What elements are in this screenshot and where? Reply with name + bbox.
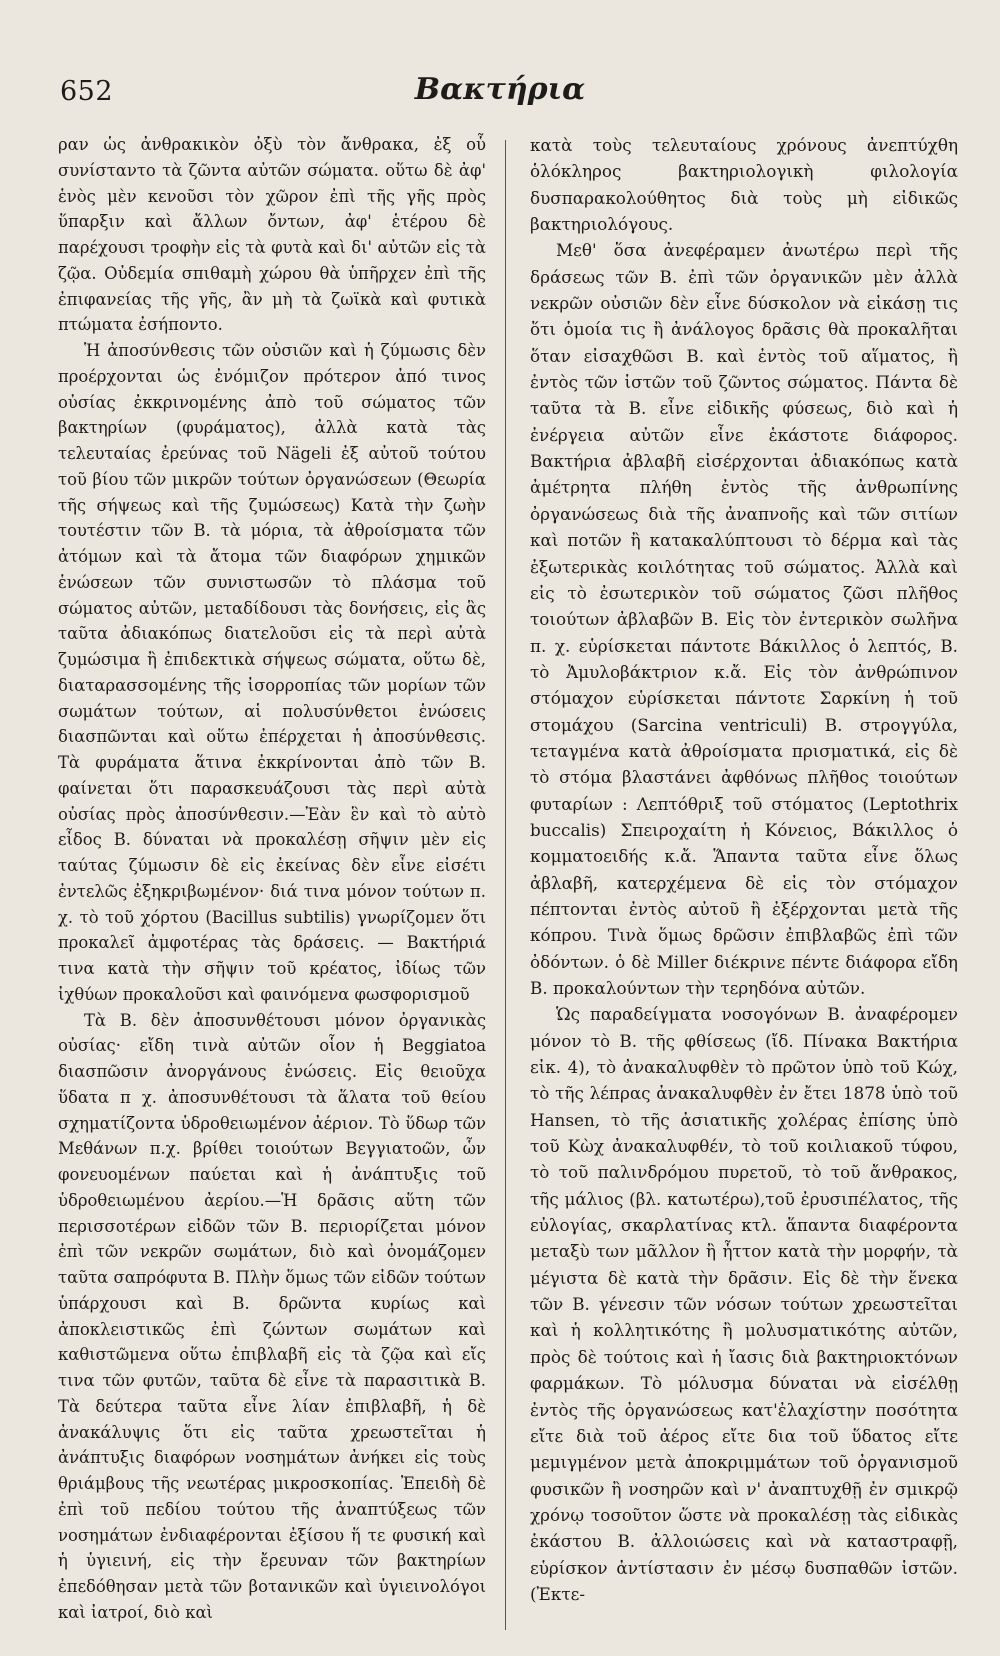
right-column	[530, 132, 958, 1607]
paragraph: Ἡ ἀποσύνθεσις τῶν οὐσιῶν καὶ ἡ ζύμωσις δὲν προέρχονται ὡς ἐνόμιζον πρότερον ἀπό τινος οὐσίας ἐκκρινομένης ἀπὸ τοῦ σώματος τῶν βακτηρίων (φυράματος), ἀλλὰ κατὰ τὰς τελευταίας ἐρεύνας τοῦ Nägeli ἐξ αὐτοῦ τούτου τοῦ βίου τῶν μικρῶν τούτων ὀργανώσεων (Θεωρία τῆς σήψεως καὶ τῆς ζυμώσεως) Κατὰ τὴν ζωὴν τουτέστιν τῶν Β. τὰ μόρια, τὰ ἀθροίσματα τῶν ἀτόμων καὶ τὰ ἄτομα τῶν διαφόρων χημικῶν ἑνώσεων τῶν συνιστωσῶν τὸ πλάσμα τοῦ σώματος αὐτῶν, μεταδίδουσι τὰς δονήσεις, εἰς ἃς ταῦτα ἀδιακόπως διατελοῦσι εἰς τὰ περὶ αὐτὰ ζυμώσιμα ἢ ἐπιδεκτικὰ σήψεως σώματα, οὕτω δὲ, διαταρασσομένης τῆς ἰσορροπίας τῶν μορίων τῶν σωμάτων τούτων, αἱ πολυσύνθετοι ἑνώσεις διασπῶνται καὶ οὕτω ἐπέρχεται ἡ ἀποσύνθεσις. Τὰ φυράματα ἅτινα ἐκκρίνονται ἀπὸ τῶν Β. φαίνεται ὅτι παρασκευάζουσι τὰς περὶ αὐτὰ οὐσίας πρὸς ἀποσύνθεσιν.—Ἐὰν ἓν καὶ τὸ αὐτὸ εἶδος Β. δύναται νὰ προκαλέσῃ σῆψιν μὲν εἰς ταύτας ζύμωσιν δὲ εἰς ἐκείνας δὲν εἶνε εἰσέτι ἐντελῶς ἐξηκριβωμένον· διά τινα μόνον τούτων π. χ. τὸ τοῦ χόρτου (Bacillus subtilis) γνωρίζομεν ὅτι προκαλεῖ ἀμφοτέρας τὰς δράσεις. — Βακτήριά τινα κατὰ τὴν σῆψιν τοῦ κρέατος, ἰδίως τῶν ἰχθύων προκαλοῦσι καὶ φαινόμενα φωσφορισμοῦ	[58, 341, 486, 1004]
paragraph: Μεθ' ὅσα ἀνεφέραμεν ἀνωτέρω περὶ τῆς δράσεως τῶν Β. ἐπὶ τῶν ὀργανικῶν μὲν ἀλλὰ νεκρῶν οὐσιῶν δὲν εἶνε δύσκολον νὰ εἰκάσῃ τις ὅτι ὁμοία τις ἢ ἀνάλογος δρᾶσις θὰ προκαλῆται ὅταν εἰσαχθῶσι Β. καὶ ἐντὸς τοῦ αἵματος, ἢ ἐντὸς τῶν ἱστῶν τοῦ ζῶντος σώματος. Πάντα δὲ ταῦτα τὰ Β. εἶνε εἰδικῆς φύσεως, διὸ καὶ ἡ ἐνέργεια αὐτῶν εἶνε ἑκάστοτε διάφορος. Βακτήρια ἀβλαβῆ εἰσέρχονται ἀδιακόπως κατὰ ἀμέτρητα πλήθη ἐντὸς τῆς ἀνθρωπίνης ὀργανώσεως διὰ τῆς ἀναπνοῆς καὶ τῶν σιτίων καὶ ποτῶν ἢ κατακαλύπτουσι τὸ δέρμα καὶ τὰς ἐξωτερικὰς κοιλότητας τοῦ σώματος. Ἀλλὰ καὶ εἰς τὸ ἐσωτερικὸν τοῦ σώματος ζῶσι πλῆθος τοιούτων ἀβλαβῶν Β. Εἰς τὸν ἐντερικὸν σωλῆνα π. χ. εὑρίσκεται πάντοτε Βάκιλλος ὁ λεπτός, Β. τὸ Ἀμυλοβάκτριον κ.ἄ. Εἰς τὸν ἀνθρώπινον στόμαχον εὑρίσκεται πάντοτε Σαρκίνη ἡ τοῦ στομάχου (Sarcina ventriculi) Β. στρογγύλα, τεταγμένα κατὰ ἀθροίσματα πρισματικά, εἰς δὲ τὸ στόμα βλαστάνει ἀφθόνως πλῆθος τοιούτων φυταρίων : Λεπτόθριξ τοῦ στόματος (Leptothrix buccalis) Σπειροχαίτη ἡ Κόνειος, Βάκιλλος ὁ κομματοειδής κ.ἄ. Ἅπαντα ταῦτα εἶνε ὅλως ἀβλαβῆ, κατερχέμενα δὲ εἰς τὸν στόμαχον πέπτονται ἐντὸς αὐτοῦ ἢ ἐξέρχονται μετὰ τῆς κόπρου. Τινὰ ὅμως δρῶσιν ἐπιβλαβῶς ἐπὶ τῶν ὀδόντων. ὁ δὲ Miller διέκρινε πέντε διάφορα εἴδη Β. προκαλούντων τὴν τερηδόνα αὐτῶν.	[530, 240, 958, 998]
left-column	[58, 132, 486, 1626]
page-number: 652	[60, 76, 114, 107]
paragraph: Ὡς παραδείγματα νοσογόνων Β. ἀναφέρομεν μόνον τὸ Β. τῆς φθίσεως (ἴδ. Πίνακα Βακτήρια εἰκ. 4), τὸ ἀνακαλυφθὲν τὸ πρῶτον ὑπὸ τοῦ Κώχ, τὸ τῆς λέπρας ἀνακαλυφθὲν ἐν ἔτει 1878 ὑπὸ τοῦ Hansen, τὸ τῆς ἀσιατικῆς χολέρας ἐπίσης ὑπὸ τοῦ Κὼχ ἀνακαλυφθέν, τὸ τοῦ κοιλιακοῦ τύφου, τὸ τοῦ παλινδρόμου πυρετοῦ, τὸ τοῦ ἄνθρακος, τῆς μάλιος (βλ. κατωτέρω),τοῦ ἐρυσιπέλατος, τῆς εὐλογίας, σκαρλατίνας κτλ. ἅπαντα διαφέροντα μεταξὺ των μᾶλλον ἢ ἧττον κατὰ τὴν μορφήν, τὰ μέγιστα δὲ κατὰ τὴν δρᾶσιν. Εἰς δὲ τὴν ἕνεκα τῶν Β. γένεσιν τῶν νόσων τούτων χρεωστεῖται καὶ ἡ κολλητικότης ἢ μολυσματικότης αὐτῶν, πρὸς δὲ τούτοις καὶ ἡ ἴασις διὰ βακτηριοκτόνων φαρμάκων. Τὸ μόλυσμα δύναται νὰ εἰσέλθῃ ἐντὸς τῆς ὀργανώσεως κατ'ἐλαχίστην ποσότητα εἴτε διὰ τοῦ ἀέρος εἴτε δια τοῦ ὕδατος εἴτε μεμιγμένον μετὰ ἀποκριμμάτων τοῦ ὀργανισμοῦ φυσικῶν ἢ νοσηρῶν καὶ ν' ἀναπτυχθῇ ἐν σμικρῷ χρόνῳ τοσοῦτον ὥστε νὰ προκαλέσῃ τὰς εἰδικὰς ἑκάστου Β. ἀλλοιώσεις καὶ νὰ καταστραφῇ, εὑρίσκον ἀντίστασιν ἐν μέσῳ δυσπαθῶν ἱστῶν. (Ἐκτε-	[530, 1004, 958, 1604]
paragraph: κατὰ τοὺς τελευταίους χρόνους ἀνεπτύχθη ὁλόκληρος βακτηριολογικὴ φιλολογία δυσπαρακολούθητος διὰ τοὺς μὴ εἰδικῶς βακτηριολόγους.	[530, 135, 958, 235]
paragraph: ραν ὡς ἀνθρακικὸν ὀξὺ τὸν ἄνθρακα, ἐξ οὗ συνίσταντο τὰ ζῶντα αὐτῶν σώματα. οὕτω δὲ ἀφ' ἑνὸς μὲν κενοῦσι τὸν χῶρον ἐπὶ τῆς γῆς πρὸς ὕπαρξιν καὶ ἄλλων ὄντων, ἀφ' ἑτέρου δὲ παρέχουσι τροφὴν εἰς τὰ φυτὰ καὶ δι' αὐτῶν εἰς τὰ ζῷα. Οὐδεμία σπιθαμὴ χώρου θὰ ὑπῆρχεν ἐπὶ τῆς ἐπιφανείας τῆς γῆς, ἂν μὴ τὰ ζωϊκὰ καὶ φυτικὰ πτώματα ἐσήποντο.	[58, 135, 486, 335]
column-divider	[505, 140, 506, 1630]
paragraph: Τὰ Β. δὲν ἀποσυνθέτουσι μόνον ὀργανικὰς οὐσίας· εἴδη τινὰ αὐτῶν οἷον ἡ Beggiatoa διασπῶσιν ἀνοργάνους ἑνώσεις. Εἰς θειοῦχα ὕδατα π χ. ἀποσυνθέτουσι τὰ ἅλατα τοῦ θείου σχηματίζοντα ὑδροθειωμένον ἀέριον. Τὸ ὕδωρ τῶν Μεθάνων π.χ. βρίθει τοιούτων Βεγγιατοῶν, ὧν φονευομένων παύεται καὶ ἡ ἀνάπτυξις τοῦ ὑδροθειωμένου ἀερίου.—Ἡ δρᾶσις αὕτη τῶν περισσοτέρων εἰδῶν τῶν Β. περιορίζεται μόνον ἐπὶ τῶν νεκρῶν σωμάτων, διὸ καὶ ὀνομάζομεν ταῦτα σαπρόφυτα Β. Πλὴν ὅμως τῶν εἰδῶν τούτων ὑπάρχουσι καὶ Β. δρῶντα κυρίως καὶ ἀποκλειστικῶς ἐπὶ ζώντων σωμάτων καὶ καθιστῶμενα οὕτω ἐπιβλαβῆ εἰς τὰ ζῷα καὶ εἴς τινα τῶν φυτῶν, ταῦτα δὲ εἶνε τὰ παρασιτικὰ Β. Τὰ δεύτερα ταῦτα εἶνε λίαν ἐπιβλαβῆ, ἡ δὲ ἀνακάλυψις ὅτι εἰς ταῦτα χρεωστεῖται ἡ ἀνάπτυξις διαφόρων νοσημάτων ἀνήκει εἰς τοὺς θριάμβους τῆς νεωτέρας μικροσκοπίας. Ἐπειδὴ δὲ ἐπὶ τοῦ πεδίου τούτου τῆς ἀναπτύξεως τῶν νοσημάτων ἐνδιαφέρονται ἐξίσου ἥ τε φυσική καὶ ἡ ὑγιεινή, εἰς τὴν ἔρευναν τῶν βακτηρίων ἐπεδόθησαν μετὰ τῶν βοτανικῶν καὶ ὑγιεινολόγοι καὶ ἰατροί, διὸ καὶ	[58, 1010, 486, 1622]
running-title: Βακτήρια	[414, 72, 586, 107]
